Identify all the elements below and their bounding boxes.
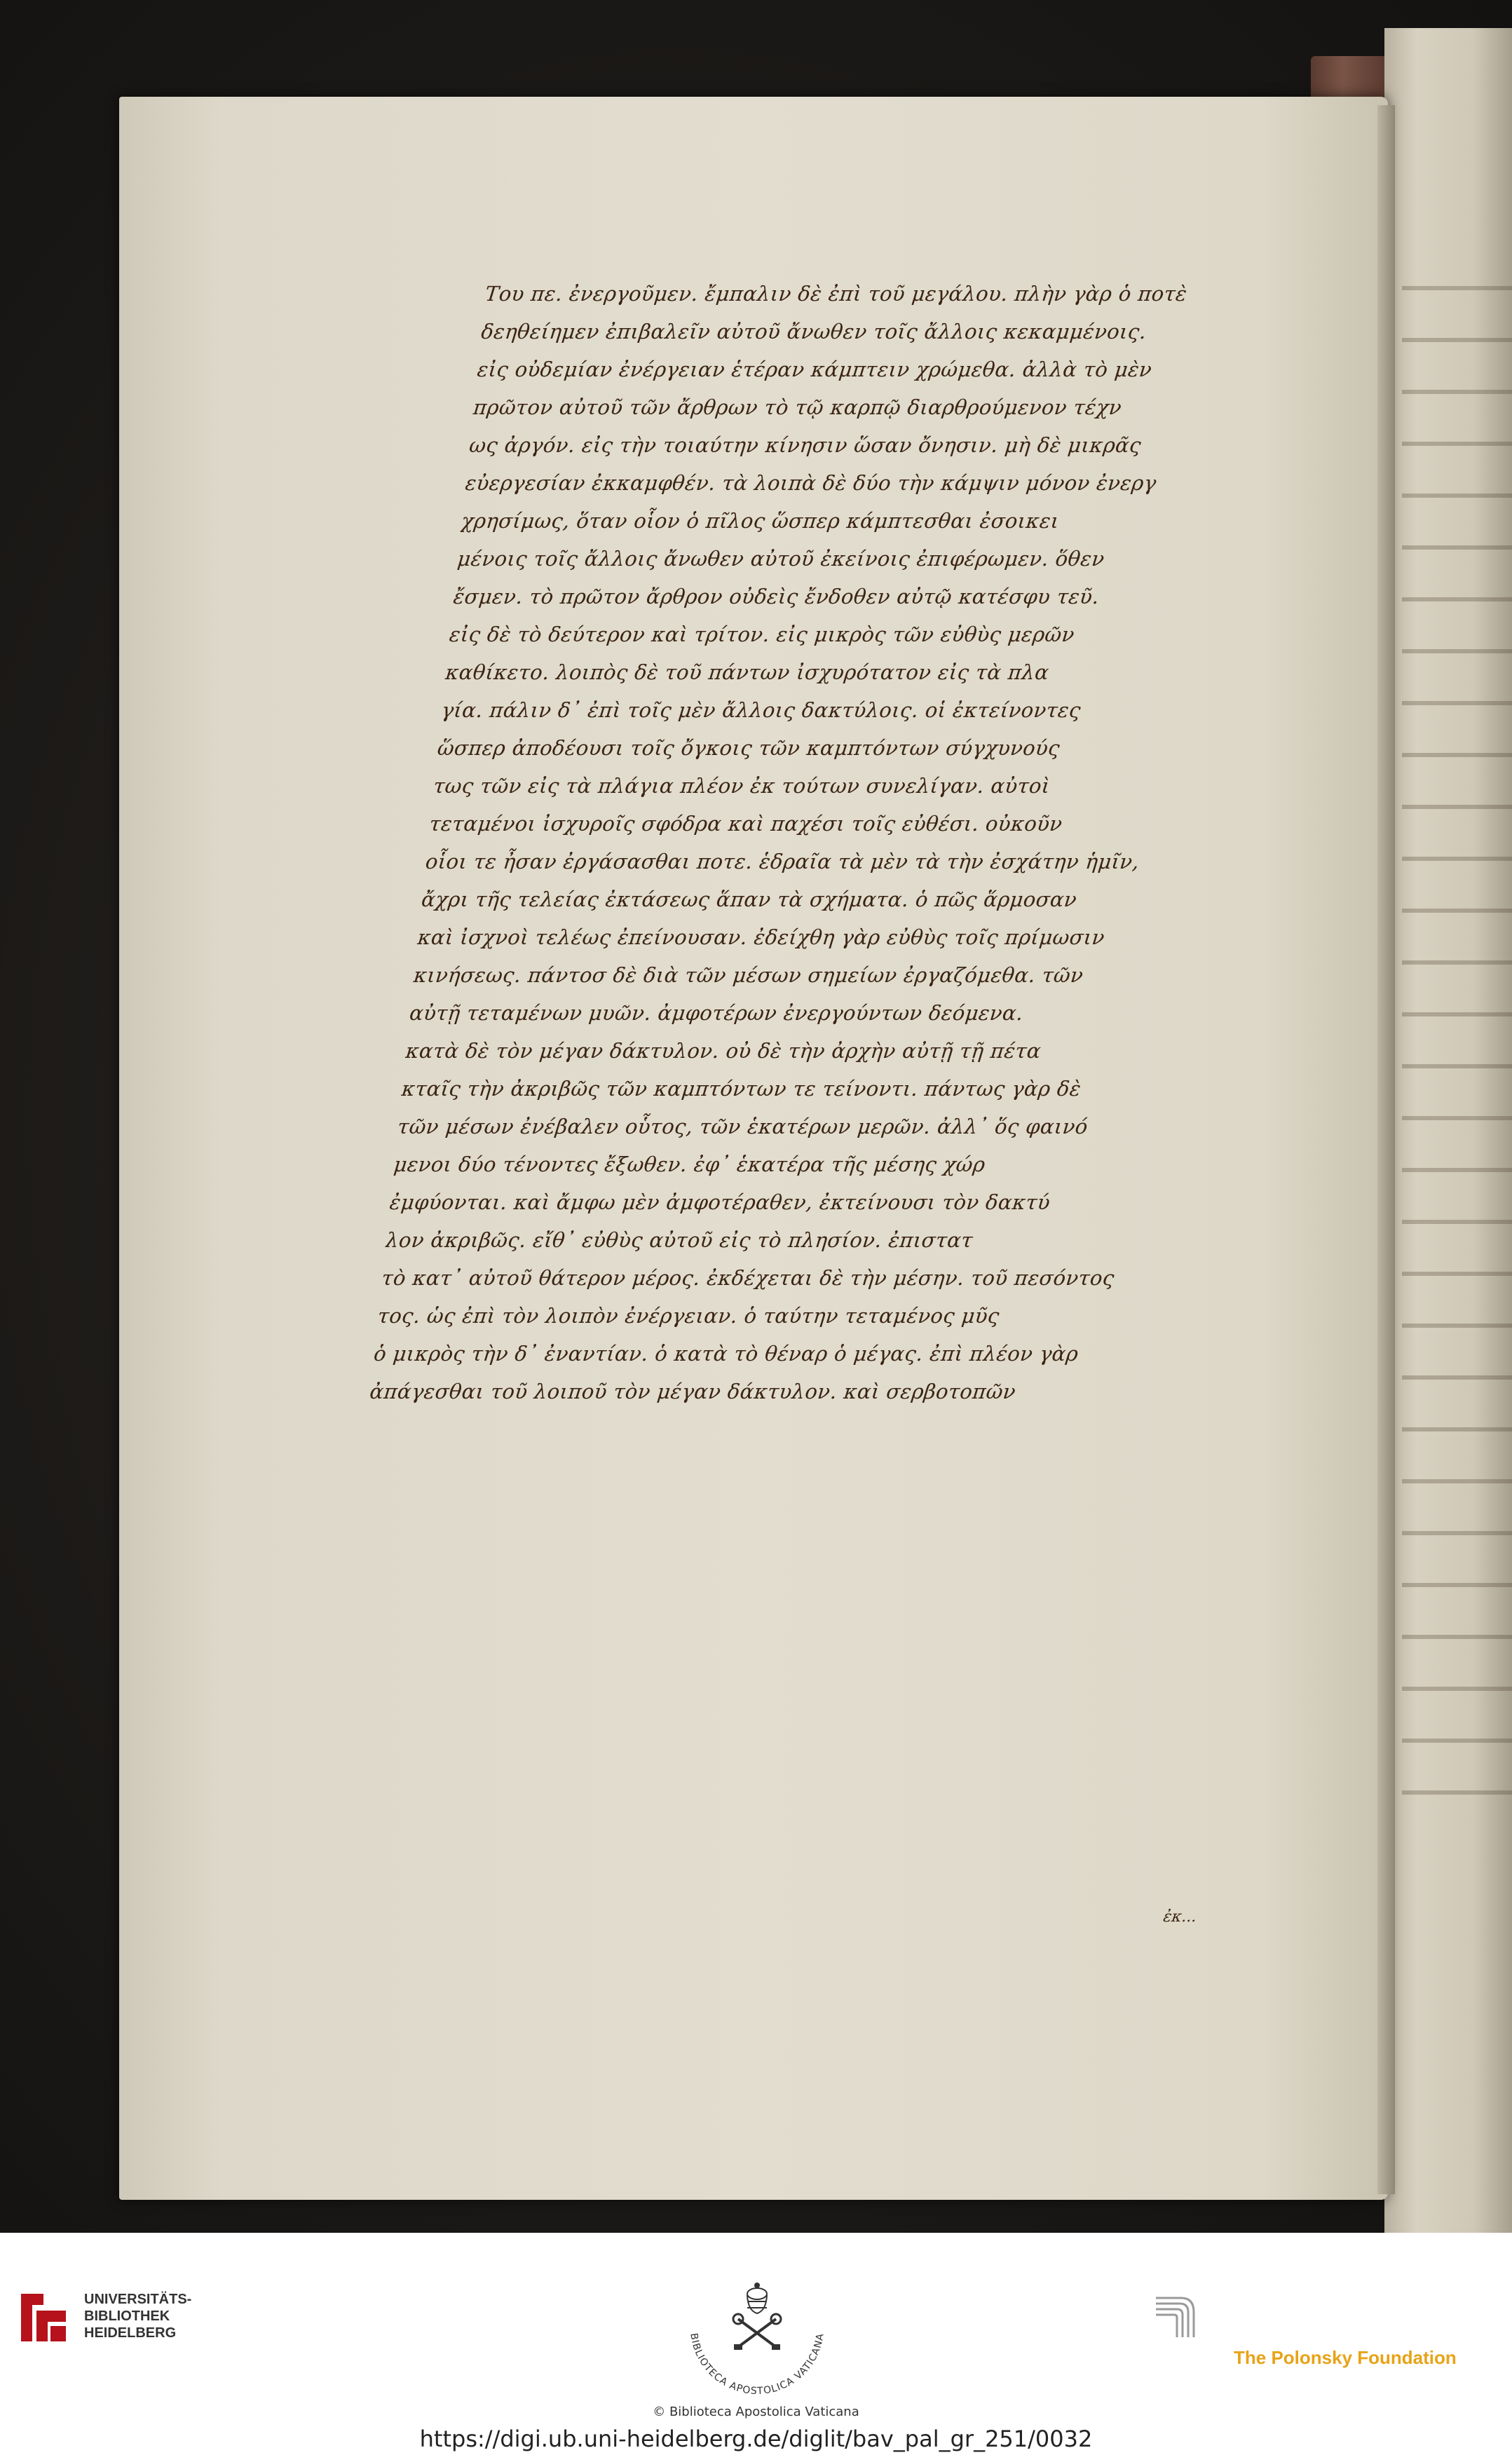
ub-heidelberg-logo-icon[interactable] <box>15 2287 71 2348</box>
catchword: ἐκ... <box>1162 1908 1198 1926</box>
manuscript-line: πρῶτον αὐτοῦ τῶν ἄρθρων τὸ τῷ καρπῷ διαρθρούμενον τέχν <box>472 395 1123 419</box>
manuscript-line: Του πε. ἐνεργοῦμεν. ἔμπαλιν δὲ ἐπὶ τοῦ μεγάλου. πλὴν γὰρ ὁ ποτὲ <box>484 282 1189 306</box>
facing-page-text <box>1402 252 1512 1795</box>
manuscript-line: εὐεργεσίαν ἐκκαμφθέν. τὰ λοιπὰ δὲ δύο τὴν κάμψιν μόνον ἐνεργ <box>464 471 1158 495</box>
manuscript-line: καὶ ἰσχνοὶ τελέως ἐπείνουσαν. ἐδείχθη γὰρ εὐθὺς τοῖς πρίμωσιν <box>416 925 1106 949</box>
manuscript-line: γία. πάλιν δ᾽ ἐπὶ τοῖς μὲν ἄλλοις δακτύλοις. οἱ ἐκτείνοντες <box>440 698 1082 722</box>
manuscript-line: μένοις τοῖς ἄλλοις ἄνωθεν αὐτοῦ ἐκείνοις ἐπιφέρωμεν. ὅθεν <box>456 547 1106 571</box>
page-edge-shadow <box>1377 105 1395 2194</box>
ub-line-2: BIBLIOTHEK <box>84 2308 170 2324</box>
manuscript-line: τὸ κατ᾽ αὐτοῦ θάτερον μέρος. ἐκδέχεται δὲ τὴν μέσην. τοῦ πεσόντος <box>380 1266 1116 1290</box>
bav-seal-logo[interactable] <box>669 2278 845 2405</box>
polonsky-foundation-name[interactable]: The Polonsky Foundation <box>1234 2347 1457 2368</box>
manuscript-line: εἰς δὲ τὸ δεύτερον καὶ τρίτον. εἰς μικρὸς τῶν εὐθὺς μερῶν <box>448 623 1076 646</box>
manuscript-line: μενοι δύο τένοντες ἔξωθεν. ἐφ᾽ ἑκατέρα τῆς μέσης χώρ <box>392 1152 987 1176</box>
manuscript-line: ὥσπερ ἀποδέουσι τοῖς ὄγκοις τῶν καμπτόντων σύγχυνούς <box>436 736 1061 760</box>
manuscript-line: ἄχρι τῆς τελείας ἐκτάσεως ἅπαν τὰ σχήματα. ὁ πῶς ἅρμοσαν <box>420 887 1078 911</box>
manuscript-line: λον ἀκριβῶς. εἴθ᾽ εὐθὺς αὐτοῦ εἰς τὸ πλησίον. ἐπιστατ <box>384 1228 974 1252</box>
manuscript-line: δεηθείημεν ἐπιβαλεῖν αὐτοῦ ἄνωθεν τοῖς ἄλλοις κεκαμμένοις. <box>479 320 1148 344</box>
copyright-notice: © Biblioteca Apostolica Vaticana <box>653 2405 859 2419</box>
manuscript-line: κινήσεως. πάντοσ δὲ διὰ τῶν μέσων σημείων ἐργαζόμεθα. τῶν <box>412 963 1085 987</box>
manuscript-line: τῶν μέσων ἐνέβαλεν οὗτος, τῶν ἑκατέρων μερῶν. ἀλλ᾽ ὅς φαινό <box>396 1115 1089 1138</box>
manuscript-line: ἐμφύονται. καὶ ἄμφω μὲν ἀμφοτέραθεν, ἐκτείνουσι τὸν δακτύ <box>388 1190 1051 1214</box>
manuscript-line: τος. ὡς ἐπὶ τὸν λοιπὸν ἐνέργειαν. ὁ ταύτην τεταμένος μῦς <box>376 1304 1001 1328</box>
manuscript-line: ἀπάγεσθαι τοῦ λοιποῦ τὸν μέγαν δάκτυλον. καὶ σερβοτοπῶν <box>368 1380 1017 1403</box>
manuscript-line: κταῖς τὴν ἀκριβῶς τῶν καμπτόντων τε τείνοντι. πάντως γὰρ δὲ <box>400 1077 1082 1101</box>
manuscript-line: τως τῶν εἰς τὰ πλάγια πλέον ἐκ τούτων συνελίγαν. αὐτοὶ <box>432 774 1051 798</box>
manuscript-line: καθίκετο. λοιπὸς δὲ τοῦ πάντων ἰσχυρότατον εἰς τὰ πλα <box>444 660 1051 684</box>
manuscript-line: ὁ μικρὸς τὴν δ᾽ ἐναντίαν. ὁ κατὰ τὸ θέναρ ὁ μέγας. ἐπὶ πλέον γὰρ <box>372 1342 1080 1366</box>
manuscript-line: αὐτῇ τεταμένων μυῶν. ἀμφοτέρων ἐνεργούντων δεόμενα. <box>408 1001 1025 1025</box>
ub-heidelberg-name[interactable] <box>84 2291 191 2341</box>
ub-line-3: HEIDELBERG <box>84 2325 177 2341</box>
ub-line-1: UNIVERSITÄTS- <box>84 2292 192 2307</box>
manuscript-line: χρησίμως, ὅταν οἷον ὁ πῖλος ὥσπερ κάμπτεσθαι ἐσοικει <box>460 509 1061 533</box>
papal-keys-emblem-icon <box>733 2283 781 2350</box>
polonsky-logo-icon[interactable] <box>1153 2291 1237 2339</box>
page-url-link[interactable]: https://digi.ub.uni-heidelberg.de/diglit/bav_pal_gr_251/0032 <box>419 2426 1093 2452</box>
manuscript-line: ως ἀργόν. εἰς τὴν τοιαύτην κίνησιν ὥσαν ὄνησιν. μὴ δὲ μικρᾶς <box>468 433 1143 457</box>
manuscript-line: οἷοι τε ἦσαν ἐργάσασθαι ποτε. ἑδραῖα τὰ μὲν τὰ τὴν ἐσχάτην ἡμῖν, <box>424 850 1141 873</box>
manuscript-line: κατὰ δὲ τὸν μέγαν δάκτυλον. οὐ δὲ τὴν ἀρχὴν αὐτῇ τῇ πέτα <box>404 1039 1042 1063</box>
bav-arc-text: BIBLIOTECA APOSTOLICA VATICANA <box>688 2332 826 2398</box>
manuscript-line: τεταμένοι ἰσχυροῖς σφόδρα καὶ παχέσι τοῖς εὐθέσι. οὐκοῦν <box>428 812 1064 836</box>
manuscript-line: ἔσμεν. τὸ πρῶτον ἄρθρον οὐδεὶς ἔνδοθεν αὐτῷ κατέσφυ τεῦ. <box>452 585 1101 608</box>
manuscript-line: εἰς οὐδεμίαν ἐνέργειαν ἑτέραν κάμπτειν χρώμεθα. ἀλλὰ τὸ μὲν <box>476 358 1154 381</box>
manuscript-text-block <box>368 275 1311 1410</box>
